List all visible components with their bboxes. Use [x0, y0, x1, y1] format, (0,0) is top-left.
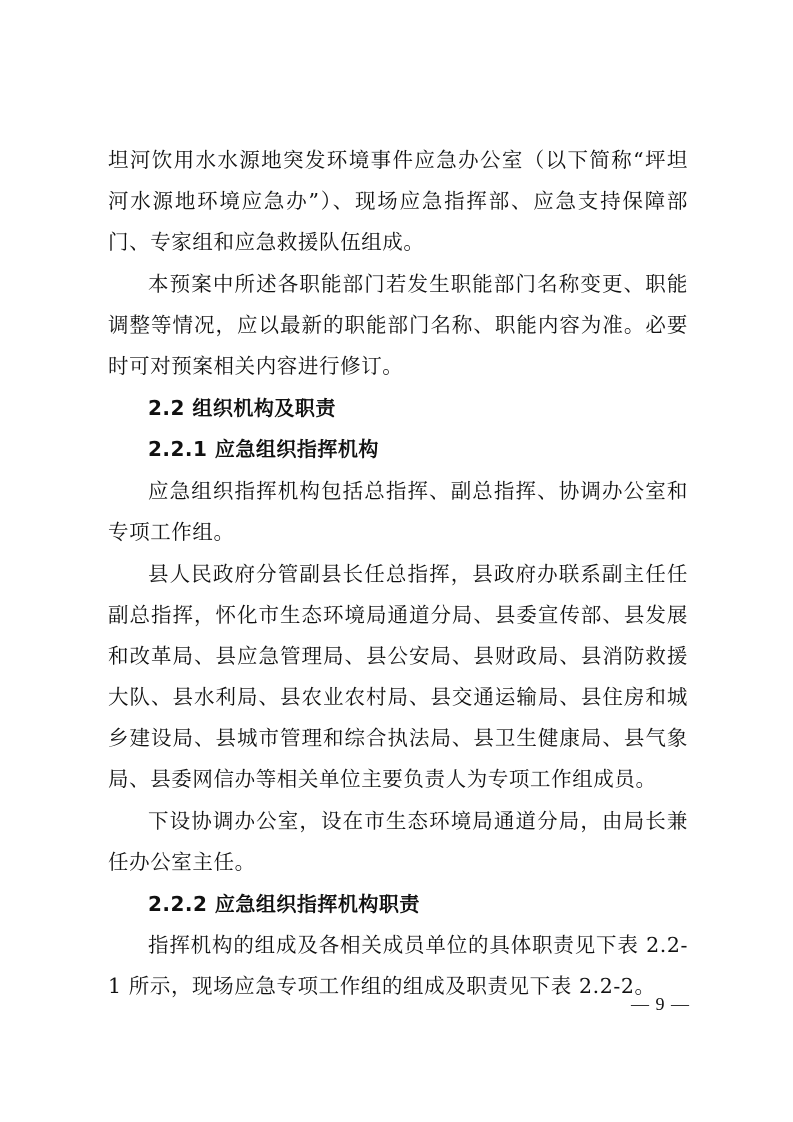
paragraph-line: 1 所示，现场应急专项工作组的组成及职责见下表 2.2-2。: [108, 974, 656, 998]
paragraph-line: 本预案中所述各职能部门若发生职能部门名称变更、职能: [148, 272, 688, 296]
subsection-heading: 2.2.2 应急组织指挥机构职责: [148, 892, 420, 916]
paragraph-line: 调整等情况，应以最新的职能部门名称、职能内容为准。必要: [108, 313, 688, 337]
paragraph-line: 坦河饮用水水源地突发环境事件应急办公室（以下简称“坪坦: [108, 148, 688, 172]
paragraph-line: 时可对预案相关内容进行修订。: [108, 354, 404, 378]
paragraph-line: 门、专家组和应急救援队伍组成。: [108, 230, 425, 254]
paragraph-line: 河水源地环境应急办”）、现场应急指挥部、应急支持保障部: [108, 189, 688, 213]
paragraph-line: 任办公室主任。: [108, 850, 256, 874]
page-number: — 9 —: [631, 994, 690, 1014]
paragraph-line: 乡建设局、县城市管理和综合执法局、县卫生健康局、县气象: [108, 726, 688, 750]
paragraph-line: 下设协调办公室，设在市生态环境局通道分局，由局长兼: [148, 809, 688, 833]
paragraph-line: 县人民政府分管副县长任总指挥，县政府办联系副主任任: [148, 562, 688, 586]
paragraph-line: 指挥机构的组成及各相关成员单位的具体职责见下表 2.2-: [148, 933, 688, 957]
paragraph-line: 大队、县水利局、县农业农村局、县交通运输局、县住房和城: [108, 685, 688, 709]
subsection-heading: 2.2.1 应急组织指挥机构: [148, 437, 379, 461]
section-heading: 2.2 组织机构及职责: [148, 396, 336, 420]
paragraph-line: 和改革局、县应急管理局、县公安局、县财政局、县消防救援: [108, 644, 688, 668]
paragraph-line: 应急组织指挥机构包括总指挥、副总指挥、协调办公室和: [148, 479, 688, 503]
paragraph-line: 专项工作组。: [108, 520, 235, 544]
paragraph-line: 局、县委网信办等相关单位主要负责人为专项工作组成员。: [108, 767, 657, 791]
paragraph-line: 副总指挥，怀化市生态环境局通道分局、县委宣传部、县发展: [108, 603, 688, 627]
